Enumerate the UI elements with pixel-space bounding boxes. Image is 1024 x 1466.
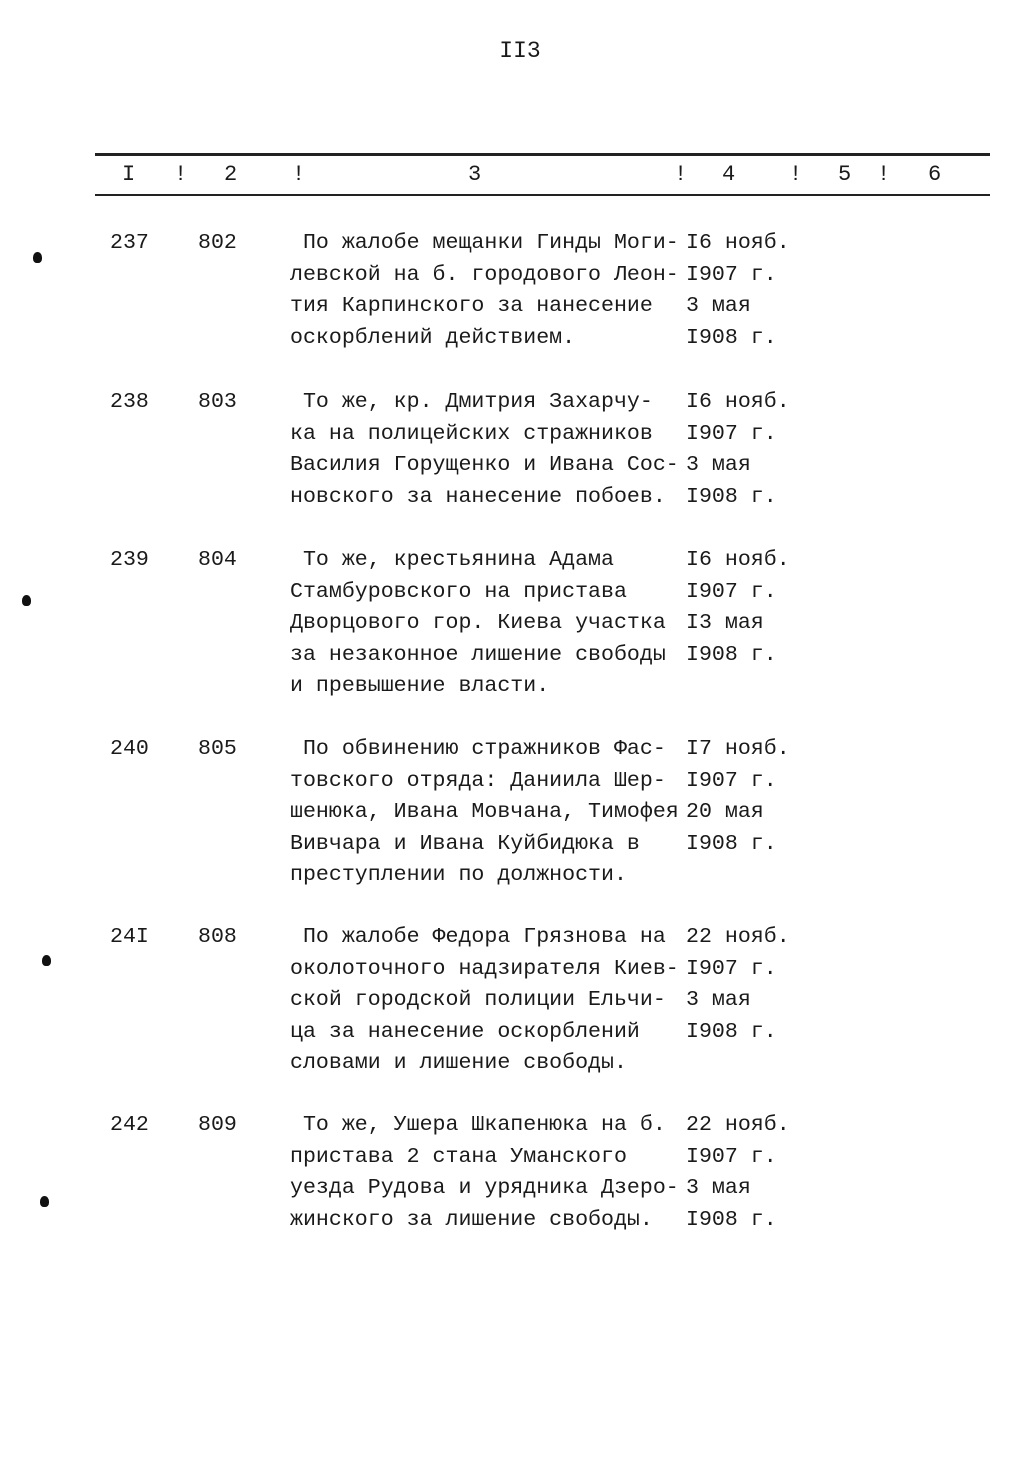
description-line: и превышение власти. (290, 674, 550, 698)
column-header: 4 (722, 162, 736, 187)
entry-number: 238 (110, 390, 149, 414)
column-separator: ! (292, 162, 306, 187)
date-line: I908 г. (686, 831, 777, 856)
date-line: I907 г. (686, 956, 777, 981)
date-line: I7 нояб. (686, 737, 790, 761)
date-line: I6 нояб. (686, 390, 790, 414)
date-line: I6 нояб. (686, 548, 790, 572)
entry-dates (686, 387, 790, 513)
entry-description (290, 1110, 679, 1236)
file-number: 805 (198, 737, 237, 761)
description-line: пристава 2 стана Уманского (290, 1144, 627, 1169)
entry-description (290, 922, 679, 1080)
file-number: 802 (198, 231, 237, 255)
punch-hole-mark (33, 252, 42, 263)
punch-hole-mark (42, 955, 51, 966)
description-line: товского отряда: Даниила Шер- (290, 768, 666, 793)
column-header: 6 (928, 162, 942, 187)
entry-number: 237 (110, 231, 149, 255)
description-line: По обвинению стражников Фас- (290, 737, 666, 761)
date-line: I908 г. (686, 484, 777, 509)
date-line: I907 г. (686, 421, 777, 446)
date-line: 22 нояб. (686, 1113, 790, 1137)
column-separator: ! (789, 162, 803, 187)
entry-number: 24I (110, 925, 149, 949)
entry-dates (686, 922, 790, 1048)
description-line: новского за нанесение побоев. (290, 484, 666, 509)
description-line: По жалобе Федора Грязнова на (290, 925, 666, 949)
entry-dates (686, 545, 790, 671)
description-line: левской на б. городового Леон- (290, 262, 679, 287)
description-line: То же, Ушера Шкапенюка на б. (290, 1113, 666, 1137)
entry-description (290, 545, 666, 703)
file-number: 803 (198, 390, 237, 414)
description-line: ка на полицейских стражников (290, 421, 653, 446)
entry-dates (686, 734, 790, 860)
column-header: 2 (224, 162, 238, 187)
date-line: I907 г. (686, 262, 777, 287)
description-line: уезда Рудова и урядника Дзеро- (290, 1176, 679, 1200)
column-separator: ! (877, 162, 891, 187)
date-line: I908 г. (686, 325, 777, 350)
date-line: I908 г. (686, 1019, 777, 1044)
date-line: 3 мая (686, 453, 751, 477)
date-line: 20 мая (686, 800, 764, 824)
date-line: I907 г. (686, 1144, 777, 1169)
entry-dates (686, 1110, 790, 1236)
description-line: Василия Горущенко и Ивана Сос- (290, 453, 679, 477)
description-line: То же, крестьянина Адама (290, 548, 614, 572)
entry-description (290, 228, 679, 354)
punch-hole-mark (40, 1196, 49, 1207)
description-line: околоточного надзирателя Киев- (290, 956, 679, 981)
description-line: шенюка, Ивана Мовчана, Тимофея (290, 800, 679, 824)
description-line: жинского за лишение свободы. (290, 1207, 653, 1232)
date-line: 3 мая (686, 1176, 751, 1200)
description-line: ской городской полиции Ельчи- (290, 988, 666, 1012)
date-line: 3 мая (686, 294, 751, 318)
description-line: словами и лишение свободы. (290, 1051, 627, 1075)
description-line: преступлении по должности. (290, 863, 627, 887)
entry-description (290, 387, 679, 513)
entry-description (290, 734, 679, 892)
column-separator: ! (174, 162, 188, 187)
description-line: По жалобе мещанки Гинды Моги- (290, 231, 679, 255)
punch-hole-mark (22, 595, 31, 606)
page-number: II3 (499, 38, 541, 64)
column-header: 3 (468, 162, 482, 187)
entry-number: 242 (110, 1113, 149, 1137)
date-line: I908 г. (686, 1207, 777, 1232)
entry-dates (686, 228, 790, 354)
table-header-top-rule (95, 153, 990, 156)
file-number: 809 (198, 1113, 237, 1137)
date-line: I6 нояб. (686, 231, 790, 255)
description-line: Стамбуровского на пристава (290, 579, 627, 604)
date-line: I907 г. (686, 579, 777, 604)
table-header-bottom-rule (95, 194, 990, 196)
date-line: I907 г. (686, 768, 777, 793)
description-line: То же, кр. Дмитрия Захарчу- (290, 390, 653, 414)
description-line: за незаконное лишение свободы (290, 642, 666, 667)
date-line: 3 мая (686, 988, 751, 1012)
entry-number: 239 (110, 548, 149, 572)
entry-number: 240 (110, 737, 149, 761)
description-line: Вивчара и Ивана Куйбидюка в (290, 831, 640, 856)
date-line: I908 г. (686, 642, 777, 667)
file-number: 808 (198, 925, 237, 949)
column-separator: ! (674, 162, 688, 187)
file-number: 804 (198, 548, 237, 572)
description-line: Дворцового гор. Киева участка (290, 611, 666, 635)
description-line: оскорблений действием. (290, 325, 576, 350)
date-line: I3 мая (686, 611, 764, 635)
column-header: I (122, 162, 136, 187)
description-line: ца за нанесение оскорблений (290, 1019, 640, 1044)
date-line: 22 нояб. (686, 925, 790, 949)
description-line: тия Карпинского за нанесение (290, 294, 653, 318)
column-header: 5 (838, 162, 852, 187)
